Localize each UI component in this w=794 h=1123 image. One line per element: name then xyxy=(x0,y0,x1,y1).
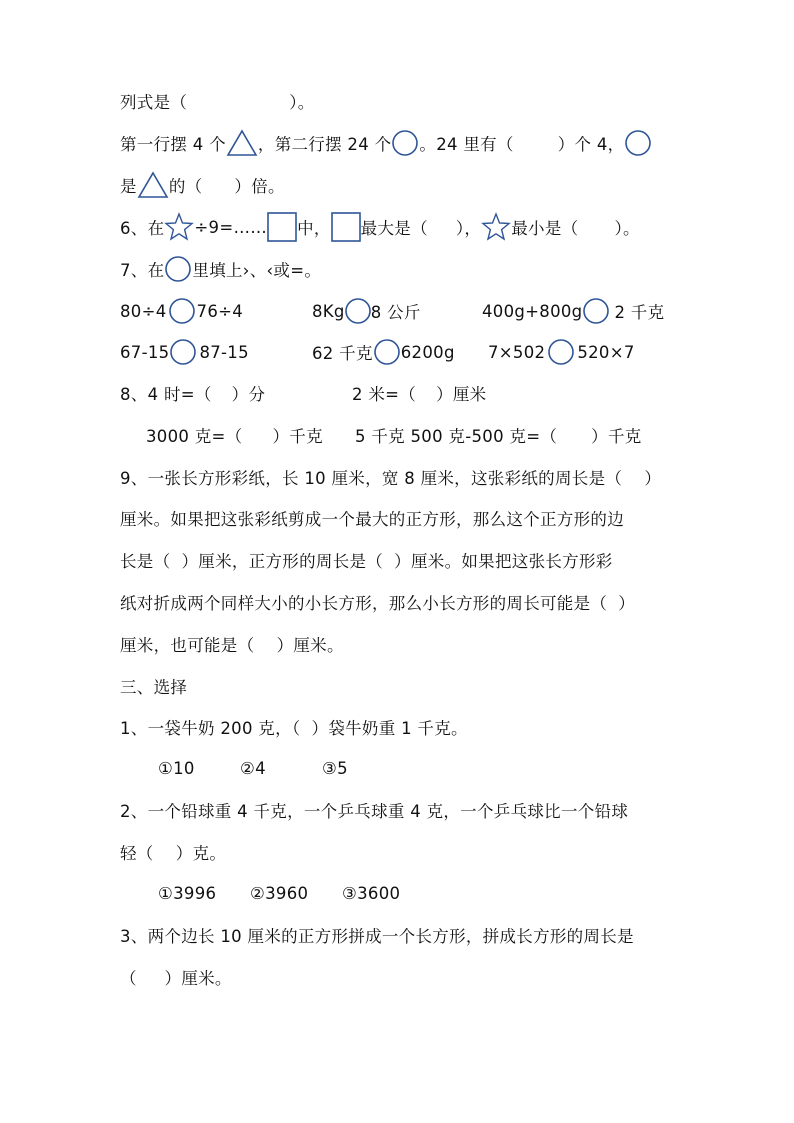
text: ①3996 xyxy=(158,883,217,903)
circle-icon xyxy=(164,255,192,283)
text: 2、一个铅球重 4 千克，一个乒乓球重 4 克，一个乒乓球比一个铅球 xyxy=(120,802,629,821)
text: 厘米，也可能是（ ）厘米。 xyxy=(120,636,344,655)
q4-line3 xyxy=(120,168,285,202)
choice2-option-1[interactable] xyxy=(158,876,216,910)
star-icon xyxy=(481,212,511,242)
text: 5 千克 500 克-500 克=（ xyxy=(355,427,558,446)
text: 三、选择 xyxy=(120,678,188,697)
q4-line2 xyxy=(120,126,652,160)
choice1-option-3[interactable] xyxy=(322,751,348,785)
expression: 8Kg xyxy=(312,301,345,321)
text: 列式是（ xyxy=(120,93,188,112)
q7-row2-col3 xyxy=(488,335,635,369)
choice2-stem-line2 xyxy=(120,835,226,869)
text: ）千克 xyxy=(272,427,323,446)
text: 中， xyxy=(297,219,331,238)
expression: 76÷4 xyxy=(196,301,244,321)
expression: 2 千克 xyxy=(614,303,665,322)
q7-row2-col1 xyxy=(120,335,249,369)
text: ）厘米 xyxy=(436,385,487,404)
q4-line1 xyxy=(120,84,315,118)
q7-row2-col2 xyxy=(312,335,455,369)
expression: 7×502 xyxy=(488,342,546,362)
q7-row1-col2 xyxy=(312,294,421,328)
circle-icon[interactable] xyxy=(169,338,199,366)
q7-row1-col1 xyxy=(120,294,243,328)
q8-row1-b xyxy=(352,376,486,410)
choice3-stem-line1 xyxy=(120,918,634,952)
expression: 520×7 xyxy=(577,342,635,362)
q8-row2-a xyxy=(146,418,323,452)
circle-icon[interactable] xyxy=(345,297,371,325)
choice1-option-1[interactable] xyxy=(158,751,195,785)
text: 的（ xyxy=(168,177,203,196)
circle-icon[interactable] xyxy=(167,297,197,325)
text: 1、一袋牛奶 200 克，（ ）袋牛奶重 1 千克。 xyxy=(120,719,468,738)
text: ③5 xyxy=(322,758,348,778)
expression: 80÷4 xyxy=(120,301,167,321)
text: ）倍。 xyxy=(234,177,285,196)
expression: 87-15 xyxy=(199,342,249,362)
text: 最大是（ xyxy=(360,219,428,238)
expression: 67-15 xyxy=(120,342,170,362)
text: ）， xyxy=(455,219,482,238)
text: ÷9=…… xyxy=(194,217,268,237)
q8-row1-a xyxy=(120,376,265,410)
expression: 8 公斤 xyxy=(370,303,421,322)
text: 第一行摆 4 个 xyxy=(120,135,226,154)
star-icon xyxy=(164,212,194,242)
choice1-option-2[interactable] xyxy=(240,751,266,785)
text: ）。 xyxy=(289,93,315,112)
text: 。24 里有（ xyxy=(419,135,514,154)
choice2-stem-line1 xyxy=(120,793,628,827)
q9-line2 xyxy=(120,501,624,535)
text: ）个 4， xyxy=(557,135,625,154)
circle-icon xyxy=(624,129,652,157)
text: 轻（ ）克。 xyxy=(120,844,227,863)
text: 7、在 xyxy=(120,261,165,280)
text: 最小是（ xyxy=(511,219,579,238)
q9-line4 xyxy=(120,585,635,619)
text: ）。 xyxy=(614,219,640,238)
text: 纸对折成两个同样大小的小长方形，那么小长方形的周长可能是（ ） xyxy=(120,594,636,613)
choice2-option-3[interactable] xyxy=(342,876,400,910)
q9-line5 xyxy=(120,627,344,661)
circle-icon[interactable] xyxy=(545,338,577,366)
circle-icon xyxy=(391,129,419,157)
text: 是 xyxy=(120,177,137,196)
text: ②4 xyxy=(240,758,266,778)
choice3-stem-line2 xyxy=(120,960,232,994)
choice1-stem xyxy=(120,710,468,744)
text: 里填上›、‹或=。 xyxy=(192,261,322,280)
expression: 400g+800g xyxy=(482,301,583,321)
text: 3000 克=（ xyxy=(146,427,243,446)
text: ，第二行摆 24 个 xyxy=(257,135,392,154)
q9-line3 xyxy=(120,543,613,577)
expression: 6200g xyxy=(400,342,455,362)
text: 3、两个边长 10 厘米的正方形拼成一个长方形，拼成长方形的周长是 xyxy=(120,927,634,946)
text: ②3960 xyxy=(250,883,309,903)
text: ③3600 xyxy=(342,883,401,903)
section-title xyxy=(120,669,187,703)
text: 9、一张长方形彩纸，长 10 厘米，宽 8 厘米，这张彩纸的周长是（ ） xyxy=(120,469,662,488)
circle-icon[interactable] xyxy=(373,338,401,366)
text: 长是（ ）厘米，正方形的周长是（ ）厘米。如果把这张长方形彩 xyxy=(120,552,613,571)
text: 8、4 时=（ xyxy=(120,385,212,404)
text: ）分 xyxy=(231,385,266,404)
square-icon xyxy=(331,212,361,242)
text: ）千克 xyxy=(591,427,642,446)
text: （ ）厘米。 xyxy=(120,969,232,988)
text: ①10 xyxy=(158,758,195,778)
triangle-icon xyxy=(226,129,258,157)
expression: 62 千克 xyxy=(312,344,373,363)
choice2-option-2[interactable] xyxy=(250,876,308,910)
q6-line xyxy=(120,210,640,244)
triangle-icon xyxy=(137,171,169,199)
text: 2 米=（ xyxy=(352,385,417,404)
q9-line1 xyxy=(120,460,661,494)
q7-row1-col3 xyxy=(482,294,664,328)
circle-icon[interactable] xyxy=(582,297,614,325)
q7-title xyxy=(120,252,321,286)
q8-row2-b xyxy=(355,418,642,452)
square-icon xyxy=(267,212,297,242)
text: 厘米。如果把这张彩纸剪成一个最大的正方形，那么这个正方形的边 xyxy=(120,510,624,529)
text: 6、在 xyxy=(120,219,165,238)
